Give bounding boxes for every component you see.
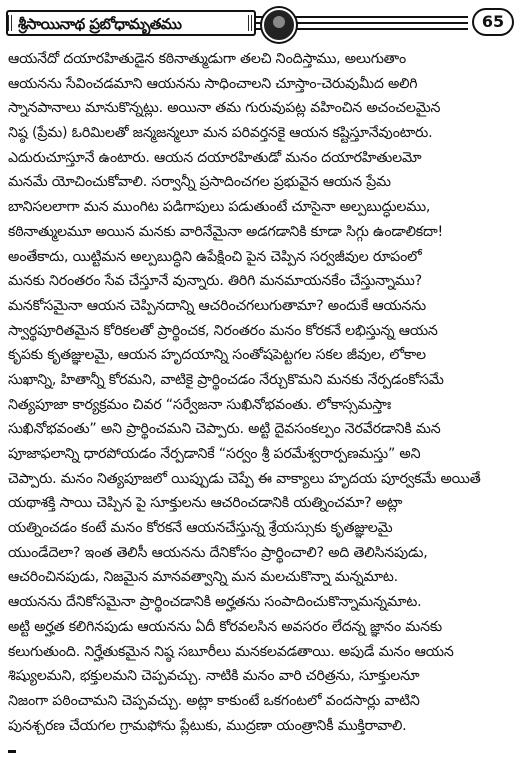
text-line: సుఖాన్ని, హితాన్నీ కోరమని, వాటికై ప్రార్థించడం నేర్చుకొమని మనకు నేర్పడంకోసమే	[8, 371, 444, 388]
text-line: మనకు నిరంతరం సేవ చేస్తూనే వున్నారు. తిరిగి మనమాయనకేం చేస్తున్నాము?	[8, 273, 422, 290]
book-title-banner	[6, 10, 256, 36]
text-line: చెప్పారు. మనం నిత్యపూజలో యిప్పుడు చెప్పే ఈ వాక్యాలు హృదయ పూర్వకమే అయితే	[8, 470, 481, 487]
text-line: నిష్ఠ (ప్రేమ) ఓరిమిలతో జన్మజన్మలూ మన పరివర్తనకై ఆయన కష్టిస్తూనేవుంటారు.	[8, 125, 433, 142]
text-line: కఠినాత్ములమూ అయిన మనకు వారినేమైనా అడగడానికి కూడా సిగ్గు ఉండాలికదా!	[8, 223, 444, 240]
sai-portrait-icon	[262, 8, 296, 42]
text-line: నిజంగా పఠించామని చెప్పవచ్చు. అట్లా కాకుంటే ఒకగంటలో వందసార్లు వాటిని	[8, 692, 420, 709]
text-line: యథాశక్తి సాయి చెప్పిన పై సూక్తులను ఆచరించడానికి యత్నించమా? అట్లా	[8, 495, 403, 512]
text-line: పూజాఫలాన్ని ధారపోయడం నేర్పడానికే “సర్వం శ్రీ పరమేశ్వరార్పణమస్తు” అని	[8, 446, 421, 462]
text-line: కలుగుతుంది. నిర్హేతుకమైన నిష్ఠ సబూరీలు మనకలవడతాయి. అపుడే మనం ఆయన	[8, 643, 454, 660]
text-line: ఆయనను సేవించడమాని ఆయనను సాధించాలని చూస్తాం-చెరువుమీద అలిగి	[8, 75, 418, 92]
page-number: 65	[472, 8, 514, 36]
text-line: మనకోసమైనా ఆయన చెప్పినదాన్ని ఆచరించగలుగుతామా? అందుకే ఆయనను	[8, 297, 426, 314]
text-line: ఎదురుచూస్తూనే ఉంటారు. ఆయన దయారహితుడో మనం దయారహితులమో	[8, 149, 422, 166]
text-line: అంతేకాదు, యిట్టిమన అల్పబుద్ధిని ఉపేక్షించి పైన చెప్పిన సర్వజీవుల రూపంలో	[8, 248, 422, 265]
page-footer-mark	[8, 750, 16, 753]
page-body-text	[8, 47, 514, 738]
text-line: సుఖినోభవంతు” అని ప్రార్థించమని చెప్పారు. అట్టి దైవసంకల్పం నెరవేరడానికి మన	[8, 421, 441, 438]
book-title: శ్రీసాయినాథ ప్రబోధామృతము	[14, 14, 248, 34]
text-line: స్నానపానాలు మానుకొన్నట్లు. అయినా తమ గురువుపట్ల వహించిన అచంచలమైన	[8, 100, 441, 117]
text-line: ఆచరించినపుడు, నిజమైన మానవత్వాన్ని మన మలచుకొన్నా మన్నమాట.	[8, 569, 398, 586]
text-line: నిత్యపూజా కార్యక్రమం చివర “సర్వేజనా సుఖినోభవంతు. లోకాస్సమస్తాః	[8, 396, 392, 413]
text-line: మనమే యోచించుకోవాలి. సర్వాన్నీ ప్రసాదించగల ప్రభువైన ఆయన ప్రేమ	[8, 174, 391, 191]
text-line: ఆయనను దేనికోసమైనా ప్రార్థించడానికి అర్హతను సంపాదించుకొన్నామన్నమాట.	[8, 594, 422, 611]
text-line: యుండేదెలా? ఇంత తెలిసీ ఆయనను దేనికోసం ప్రార్థించాలి? అది తెలిసినపుడు,	[8, 544, 428, 561]
page-header	[6, 8, 514, 42]
text-line: కృపకు కృతజ్ఞులమై, ఆయన హృదయాన్ని సంతోషపెట్టగల సకల జీవుల, లోకాల	[8, 347, 426, 364]
text-line: స్వార్థపూరితమైన కోరికలతో ప్రార్థించక, నిరంతరం మనం కోరకనే లభిస్తున్న ఆయన	[8, 322, 438, 339]
text-line: యత్నించడం కంటే మనం కోరకనే ఆయనచేస్తున్న శ్రేయస్సుకు కృతజ్ఞులమై	[8, 520, 393, 537]
text-line: బానిసలలాగా మన ముంగిట పడిగాపులు పడుతుంటే చూసైనా అల్పబుద్ధులము,	[8, 199, 431, 216]
text-line: అట్టి అర్హత కలిగినపుడు ఆయనను ఏదీ కోరవలసిన అవసరం లేదన్న జ్ఞానం మనకు	[8, 618, 442, 635]
text-line: పునశ్చరణ చేయగల గ్రామఫోను ప్లేటుకు, ముద్రణా యంత్రానికీ ముక్తిరావాలి.	[8, 717, 407, 734]
text-line: శిష్యులమని, భక్తులమని చెప్పవచ్చు. నాటికి మనం వారి చరిత్రను, సూక్తులనూ	[8, 668, 420, 685]
text-line: ఆయనేదో దయారహితుడైన కఠినాత్ముడుగా తలచి నిందిస్తాము, అలుగుతాం	[8, 51, 407, 67]
